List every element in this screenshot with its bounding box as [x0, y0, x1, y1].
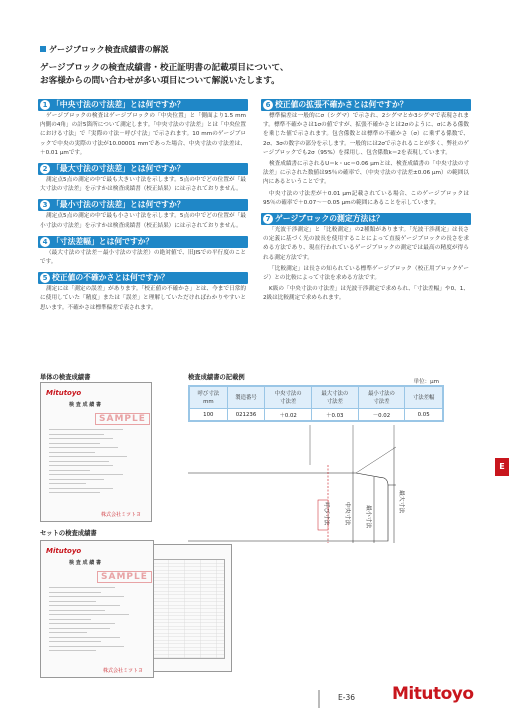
gauge-block-outline: [188, 473, 388, 541]
set-certificate-back-page: [142, 544, 232, 672]
table-cell: 021236: [227, 409, 265, 421]
cert-text-lines: [49, 587, 143, 655]
cert-text-lines: [49, 429, 141, 497]
max-label: 最大寸法: [398, 490, 404, 514]
intro-text: [40, 62, 480, 88]
section-body: 測定には「測定の誤差」があります。「校正値の不確かさ」とは、今まで日常的に使用していた「精度」または「誤差」と理解していただければわかりやすいと思います。不確かさは標準偏差で表されます。: [40, 286, 246, 311]
table-header-cell: 最大寸法の 寸法差: [311, 387, 358, 409]
intro-line-1: ゲージブロックの検査成績書・校正証明書の記載項目について、: [40, 63, 289, 73]
table-cell: 0.05: [405, 409, 443, 421]
section-title: 「中央寸法の寸法差」とは何ですか？: [52, 100, 185, 109]
section-title: 「最大寸法の寸法差」とは何ですか？: [52, 164, 185, 174]
example-label: 検査成績書の記載例: [188, 374, 245, 381]
cert-sample-stamp: SAMPLE: [95, 413, 150, 425]
section-heading: [261, 213, 471, 225]
section-body: 測定点5点の測定の中で最も大きい寸法を示します。5点の中でどの位置が「最大寸法の寸法差」を示すかは検査成績書（校正結果）には示されておりません。: [40, 177, 246, 193]
example-table: [188, 379, 444, 422]
section-number-icon: 2: [40, 164, 50, 174]
min-label: 最小寸法: [365, 505, 371, 529]
section-heading: [38, 99, 248, 111]
table-header-cell: 中央寸法の 寸法差: [265, 387, 312, 409]
cert-sample-stamp: SAMPLE: [97, 571, 152, 583]
section-heading: [38, 163, 248, 175]
page-number: E-36: [338, 693, 355, 702]
section-number-icon: 1: [40, 100, 50, 110]
table-cell: 100: [190, 409, 228, 421]
table-cell: ＋0.02: [265, 409, 312, 421]
section-title: 「最小寸法の寸法差」とは何ですか？: [52, 200, 185, 210]
section-title: ゲージブロックの測定方法は？: [275, 214, 384, 224]
single-certificate-image: [40, 382, 152, 522]
cert-title: 検 査 成 績 書: [69, 560, 101, 566]
section-body: 測定点5点の測定の中で最も小さい寸法を示します。5点の中でどの位置が「最小寸法の寸法差」を示すかは検査成績書（校正結果）には示されておりません。: [40, 213, 246, 229]
nominal-label: 呼び寸法: [323, 502, 329, 526]
section-number-icon: 3: [40, 200, 50, 210]
section-number-icon: 6: [263, 100, 273, 110]
section-heading: [38, 236, 248, 248]
section-title: 校正値の不確かさとは何ですか？: [52, 273, 169, 283]
right-column: [261, 96, 471, 306]
cert-brand-logo: Mitutoyo: [46, 547, 82, 555]
example-data-table: [189, 386, 443, 421]
table-cell: ＋0.03: [311, 409, 358, 421]
footer-divider: [318, 690, 320, 708]
section-number-icon: 4: [40, 237, 50, 247]
square-bullet-icon: [40, 46, 46, 52]
cert-brand-logo: Mitutoyo: [46, 389, 82, 397]
set-certificate-image: [40, 540, 154, 678]
section-number-icon: 5: [40, 273, 50, 283]
section-body: 標準偏差は一般的にσ（シグマ）で示され、2シグマとか3シグマで表現されます。標準不確かさは1σの値ですが、拡張不確かさとは2σのように、σにある係数を乗じた値で示されます。包含係数とは標準の不確かさ（σ）に乗ずる係数で、2σ、3σの数字の部分を示します。一般的には2σで示されることが多く、弊社のゲージブロックでも2σ（95%）を採用し、包含係数k＝2を表現しています。: [263, 113, 469, 156]
left-column: [38, 96, 248, 315]
section-number-icon: 7: [263, 214, 273, 224]
section-body: K級の「中央寸法の寸法差」は光波干渉測定で求められ、「寸法差幅」や0、1、2級は比較測定で求められます。: [263, 286, 469, 302]
table-header-row: [190, 387, 443, 409]
intro-line-2: お客様からの問い合わせが多い項目について解説いたします。: [40, 76, 280, 86]
section-body: 「光波干渉測定」と「比較測定」の2種類があります。「光波干渉測定」は長さの定義に基づく光の波長を使用することによって直接ゲージブロックの長さを求める方法であり、現在行われているゲージブロックの測定では最高の精度が得られる測定方法です。: [263, 227, 469, 261]
cert-company: 株式会社ミツトヨ: [103, 668, 144, 674]
table-header-cell: 最小寸法の 寸法差: [358, 387, 405, 409]
section-body: 検査成績書に示されるU＝k・uc＝0.06 μmとは、検査成績書の「中央寸法の寸法差」に示された数値は95％の確率で、（中央寸法の寸法差±0.06 μm）の範囲以内にあるということです。: [263, 161, 469, 186]
page-header-title: ゲージブロック検査成績書の解説: [49, 45, 169, 54]
cert-title: 検 査 成 績 書: [69, 402, 101, 408]
table-header-cell: 寸法差幅: [405, 387, 443, 409]
section-side-tab: E: [495, 458, 509, 476]
table-header-cell: 製造番号: [227, 387, 265, 409]
table-row: [190, 409, 443, 421]
cert-company: 株式会社ミツトヨ: [101, 512, 142, 518]
center-label: 中央寸法: [344, 502, 350, 526]
section-body: ゲージブロックの検査はゲージブロックの「中央位置」と「側面より1.5 mm内側の4角」の計5箇所について測定します。「中央寸法の寸法差」とは「中央位置における寸法」で「実際の寸法－呼び寸法」で示されます。10 mmのゲージブロックで中央の実際の寸法が10.00001 mmであった場合、中央寸法の寸法差は、＋0.01 μmです。: [40, 113, 246, 156]
mitutoyo-logo: Mitutoyo: [392, 684, 474, 704]
section-body: 中央寸法の寸法差が＋0.01 μm記載されている場合、このゲージブロックは95％の確率で＋0.07～－0.05 μmの範囲にあることを示しています。: [263, 190, 469, 206]
gauge-dimension-diagram: [188, 425, 444, 550]
table-header-cell: 呼び寸法 mm: [190, 387, 228, 409]
unit-label: 単位：μm: [413, 379, 439, 385]
section-title: 「寸法差幅」とは何ですか？: [52, 236, 154, 246]
section-heading: [261, 99, 471, 111]
single-cert-label: 単体の検査成績書: [40, 374, 91, 381]
section-body: （最大寸法の寸法差－最小寸法の寸法差）の絶対値で、旧JISでの平行度のことです。: [40, 249, 246, 266]
section-body: 「比較測定」は長さの知られている標準ゲージブロック（校正用ブロックゲージ）との比較によって寸法を求める方法です。: [263, 265, 469, 282]
cert-table-grid: [151, 559, 225, 659]
set-cert-label: セットの検査成績書: [40, 530, 97, 537]
section-heading: [38, 199, 248, 211]
page-header: [40, 44, 169, 55]
section-heading: [38, 272, 248, 284]
table-cell: －0.02: [358, 409, 405, 421]
section-title: 校正値の拡張不確かさとは何ですか？: [275, 100, 408, 109]
